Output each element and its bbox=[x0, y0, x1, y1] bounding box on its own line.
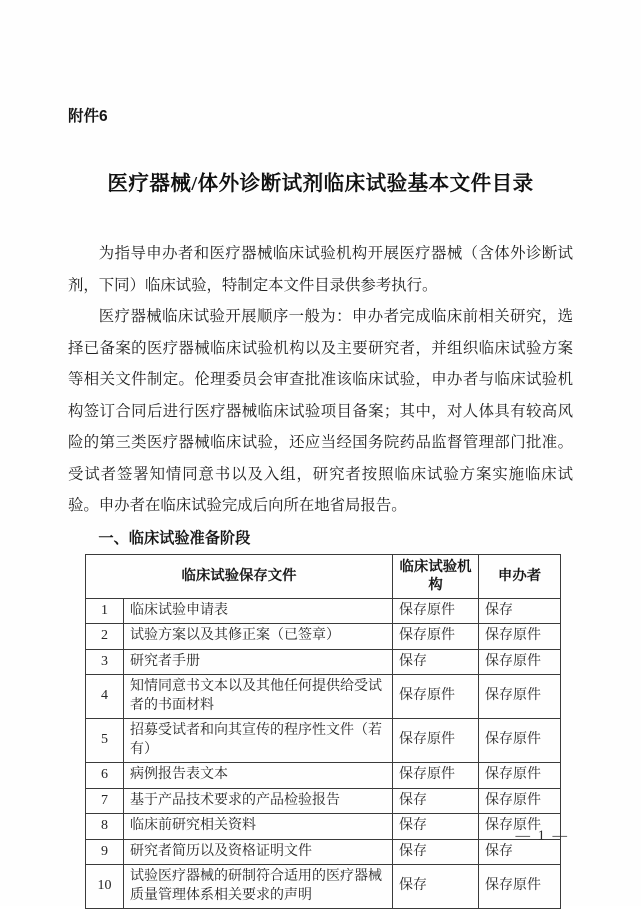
paragraph-intro: 为指导申办者和医疗器械临床试验机构开展医疗器械（含体外诊断试剂，下同）临床试验，特制定本文件目录供参考执行。 bbox=[68, 238, 573, 301]
table-cell-sponsor: 保存 bbox=[479, 839, 561, 865]
table-cell-doc: 知情同意书文本以及其他任何提供给受试者的书面材料 bbox=[124, 675, 393, 719]
table-row bbox=[86, 624, 561, 650]
table-cell-no: 9 bbox=[86, 839, 124, 865]
table-cell-doc: 病例报告表文本 bbox=[124, 763, 393, 789]
table-header-row bbox=[86, 554, 561, 598]
table-cell-doc: 试验医疗器械的研制符合适用的医疗器械质量管理体系相关要求的声明 bbox=[124, 865, 393, 909]
table-cell-no: 4 bbox=[86, 675, 124, 719]
table-body bbox=[86, 598, 561, 909]
table-row bbox=[86, 649, 561, 675]
table-cell-no: 7 bbox=[86, 788, 124, 814]
table-cell-sponsor: 保存 bbox=[479, 598, 561, 624]
table-cell-org: 保存 bbox=[393, 814, 479, 840]
table-cell-doc: 研究者简历以及资格证明文件 bbox=[124, 839, 393, 865]
table-cell-org: 保存 bbox=[393, 649, 479, 675]
table-row bbox=[86, 719, 561, 763]
basic-documents-table bbox=[85, 554, 561, 909]
table-cell-doc: 临床前研究相关资料 bbox=[124, 814, 393, 840]
table-cell-org: 保存原件 bbox=[393, 598, 479, 624]
table-cell-sponsor: 保存原件 bbox=[479, 865, 561, 909]
table-cell-org: 保存 bbox=[393, 865, 479, 909]
table-cell-sponsor: 保存原件 bbox=[479, 624, 561, 650]
table-cell-no: 8 bbox=[86, 814, 124, 840]
table-row bbox=[86, 814, 561, 840]
table-cell-no: 10 bbox=[86, 865, 124, 909]
table-cell-sponsor: 保存原件 bbox=[479, 814, 561, 840]
table-cell-no: 3 bbox=[86, 649, 124, 675]
table-cell-doc: 基于产品技术要求的产品检验报告 bbox=[124, 788, 393, 814]
table-row bbox=[86, 865, 561, 909]
table-cell-no: 5 bbox=[86, 719, 124, 763]
table-row bbox=[86, 675, 561, 719]
table-cell-org: 保存 bbox=[393, 788, 479, 814]
column-header-sponsor: 申办者 bbox=[479, 554, 561, 598]
body-text bbox=[68, 238, 573, 522]
page-number: — 1 — bbox=[516, 828, 570, 845]
section-heading-preparation-phase: 一、临床试验准备阶段 bbox=[68, 526, 573, 552]
table-cell-org: 保存 bbox=[393, 839, 479, 865]
table-row bbox=[86, 763, 561, 789]
table-cell-doc: 研究者手册 bbox=[124, 649, 393, 675]
table-cell-no: 6 bbox=[86, 763, 124, 789]
table-cell-no: 2 bbox=[86, 624, 124, 650]
table-cell-org: 保存原件 bbox=[393, 675, 479, 719]
table-cell-sponsor: 保存原件 bbox=[479, 763, 561, 789]
table-cell-sponsor: 保存原件 bbox=[479, 788, 561, 814]
paragraph-procedure: 医疗器械临床试验开展顺序一般为：申办者完成临床前相关研究，选择已备案的医疗器械临床试验机构以及主要研究者，并组织临床试验方案等相关文件制定。伦理委员会审查批准该临床试验，申办者与临床试验机构签订合同后进行医疗器械临床试验项目备案；其中，对人体具有较高风险的第三类医疗器械临床试验，还应当经国务院药品监督管理部门批准。受试者签署知情同意书以及入组，研究者按照临床试验方案实施临床试验。申办者在临床试验完成后向所在地省局报告。 bbox=[68, 301, 573, 522]
table-row bbox=[86, 598, 561, 624]
table-cell-doc: 临床试验申请表 bbox=[124, 598, 393, 624]
table-cell-sponsor: 保存原件 bbox=[479, 719, 561, 763]
column-header-document: 临床试验保存文件 bbox=[86, 554, 393, 598]
attachment-label: 附件6 bbox=[68, 104, 573, 126]
table-cell-org: 保存原件 bbox=[393, 763, 479, 789]
table-cell-sponsor: 保存原件 bbox=[479, 675, 561, 719]
table-cell-doc: 试验方案以及其修正案（已签章） bbox=[124, 624, 393, 650]
table-cell-no: 1 bbox=[86, 598, 124, 624]
table-cell-doc: 招募受试者和向其宣传的程序性文件（若有） bbox=[124, 719, 393, 763]
document-title: 医疗器械/体外诊断试剂临床试验基本文件目录 bbox=[68, 166, 573, 196]
table-cell-org: 保存原件 bbox=[393, 719, 479, 763]
table-row bbox=[86, 839, 561, 865]
table-cell-sponsor: 保存原件 bbox=[479, 649, 561, 675]
table-row bbox=[86, 788, 561, 814]
column-header-institution: 临床试验机构 bbox=[393, 554, 479, 598]
table-cell-org: 保存原件 bbox=[393, 624, 479, 650]
